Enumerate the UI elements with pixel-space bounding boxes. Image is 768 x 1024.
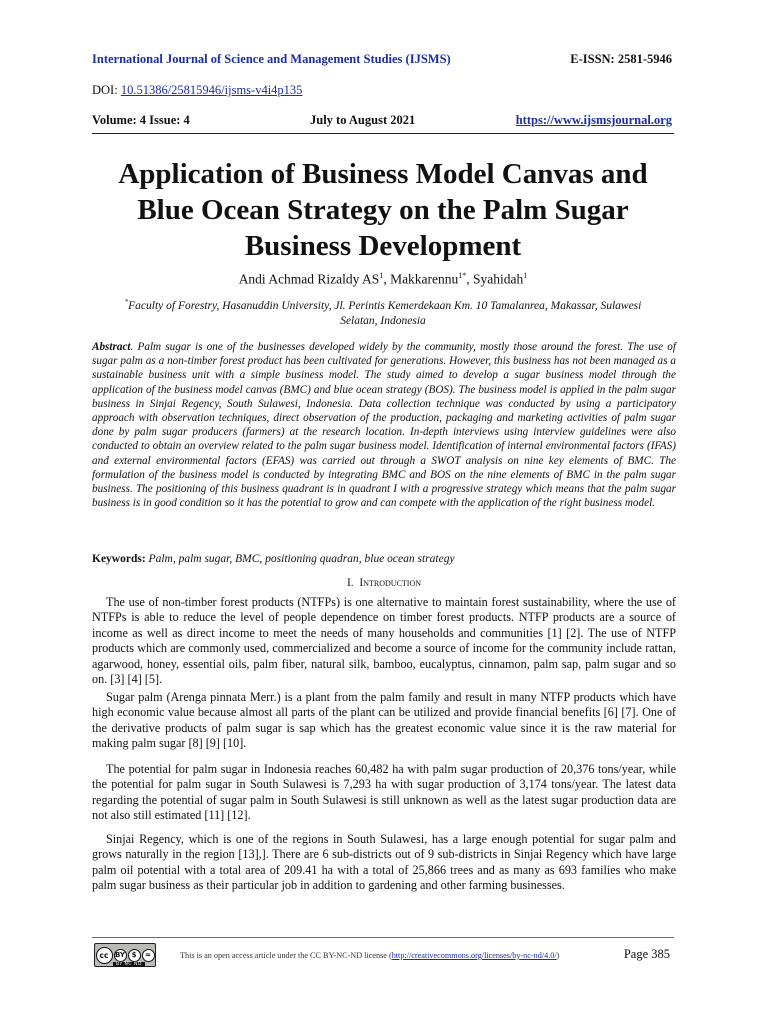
keywords-label: Keywords:: [92, 553, 146, 565]
abstract: [92, 340, 676, 510]
body-paragraph: The use of non-timber forest products (NTFPs) is one alternative to maintain forest sustainability, where the use of NTFPs is able to reduce the level of people dependence on timber forest products. NTFP products are a source of income as well as direct income to meet the needs of many households and communities [1] [2]. The use of NTFP products which are commonly used, commercialized and become a source of income for the community include rattan, agarwood, honey, essential oils, palm fiber, natural silk, bamboo, eucalyptus, cinnamon, palm sap, palm sugar and so on. [3] [4] [5].: [92, 595, 676, 687]
abstract-text: . Palm sugar is one of the businesses developed widely by the community, mostly those around the forest. The use of sugar palm as a non-timber forest product has been cultivated for generations. However, this business has not been managed as a sustainable business unit with a simple business model. The study aimed to develop a sugar business model through the application of the business model canvas (BMC) and blue ocean strategy (BOS). The business model is applied in the palm sugar business in Sinjai Regency, South Sulawesi, Indonesia. Data collection technique was conducted by using a participatory approach with observation techniques, direct observation of the production, packaging and marketing activities of palm sugar done by palm sugar producers (farmers) at the research location. In-depth interviews using interview guidelines were also conducted to obtain an overview related to the palm sugar business model. Identification of internal environmental factors (IFAS) and external environmental factors (EFAS) was carried out through a SWOT analysis on nine key elements of BMC. The formulation of the business model is conducted by integrating BMC and BOS on the nine elements of BMC in the palm sugar business. The positioning of this business quadrant is in quadrant I with a progressive strategy which means that the palm sugar business is in good condition so it has the potential to grow and can compete with the application of the right business model.: [92, 341, 676, 510]
license-text: This is an open access article under the CC BY-NC-ND license (: [180, 951, 392, 960]
journal-name: International Journal of Science and Management Studies (IJSMS): [92, 52, 451, 66]
nc-icon: $: [128, 949, 141, 962]
header-divider: [92, 133, 674, 134]
license-link[interactable]: http://creativecommons.org/licenses/by-nc-nd/4.0/: [391, 951, 557, 960]
cc-license-badge[interactable]: [94, 943, 156, 967]
author-name: Makkarennu: [390, 271, 459, 287]
license-notice: [180, 951, 559, 960]
authors: Andi Achmad Rizaldy $AS^1$, Makkarennu$^{1*}$, Syahidah$^1$: [238, 271, 528, 287]
footer-divider: [92, 937, 674, 938]
page-number: Page 385: [623, 947, 670, 961]
issn: E-ISSN: 2581-5946: [570, 52, 672, 66]
body-paragraph: Sinjai Regency, which is one of the regions in South Sulawesi, has a large enough potential for sugar palm and grows naturally in the region [13],]. There are 6 sub-districts out of 9 sub-districts in Sinjai Regency which have large palm oil potential with a total area of 209.41 ha with a total of 25,866 trees and as many as 693 families who make palm sugar business as their particular job in addition to gardening and other farming businesses.: [92, 832, 676, 893]
journal-url-link[interactable]: https://www.ijsmsjournal.org: [515, 113, 672, 127]
body-paragraph: Sugar palm (Arenga pinnata Merr.) is a plant from the palm family and result in many NTFP products which have high economic value because almost all parts of the plant can be utilized and provide financial benefits [6] [7]. One of the derivative products of palm sugar is sap which has the greatest economic value since it is the raw material for making palm sugar [8] [9] [10].: [92, 690, 676, 751]
keywords-text: Palm, palm sugar, BMC, positioning quadran, blue ocean strategy: [148, 553, 455, 565]
license-close: ): [556, 951, 560, 960]
volume-issue: Volume: 4 Issue: 4: [92, 113, 190, 127]
affiliation: [110, 295, 656, 329]
doi-label: DOI:: [92, 83, 118, 97]
author-sup: 1: [523, 271, 528, 280]
affiliation-text: Faculty of Forestry, Hasanuddin University, Jl. Perintis Kemerdekaan Km. 10 Tamalanrea, Makassar, Sulawesi Selatan, Indonesia: [128, 299, 642, 327]
by-icon: BY: [114, 949, 127, 962]
author-name: Andi Achmad Rizaldy AS: [238, 271, 380, 287]
doi-link[interactable]: 10.51386/25815946/ijsms-v4i4p135: [120, 83, 303, 97]
issue-date: July to August 2021: [310, 113, 416, 127]
author-sup: 1*: [458, 271, 467, 280]
paper-title: Application of Business Model Canvas and Blue Ocean Strategy on the Palm Sugar Business Development: [118, 158, 648, 262]
section-heading: [92, 577, 676, 589]
affiliation-sup: *: [124, 298, 129, 306]
section-number: I.: [346, 577, 354, 589]
author-sup: 1: [379, 271, 384, 280]
section-title: Introduction: [359, 577, 422, 589]
nd-icon: =: [142, 949, 155, 962]
keywords: [92, 553, 676, 565]
abstract-label: Abstract: [92, 341, 131, 353]
doi-line: [92, 83, 302, 98]
cc-strip-label: BY NC ND: [113, 962, 145, 967]
author-name: Syahidah: [473, 271, 524, 287]
cc-icon: cc: [96, 947, 113, 964]
body-paragraph: The potential for palm sugar in Indonesia reaches 60,482 ha with palm sugar production of 20,376 tons/year, while the potential for palm sugar in South Sulawesi is 7,293 ha with sugar production of 3,174 tons/year. The latest data regarding the potential of sugar palm in South Sulawesi is still unknown as well as the latest sugar production data are not also still estimated [11] [12].: [92, 762, 676, 823]
